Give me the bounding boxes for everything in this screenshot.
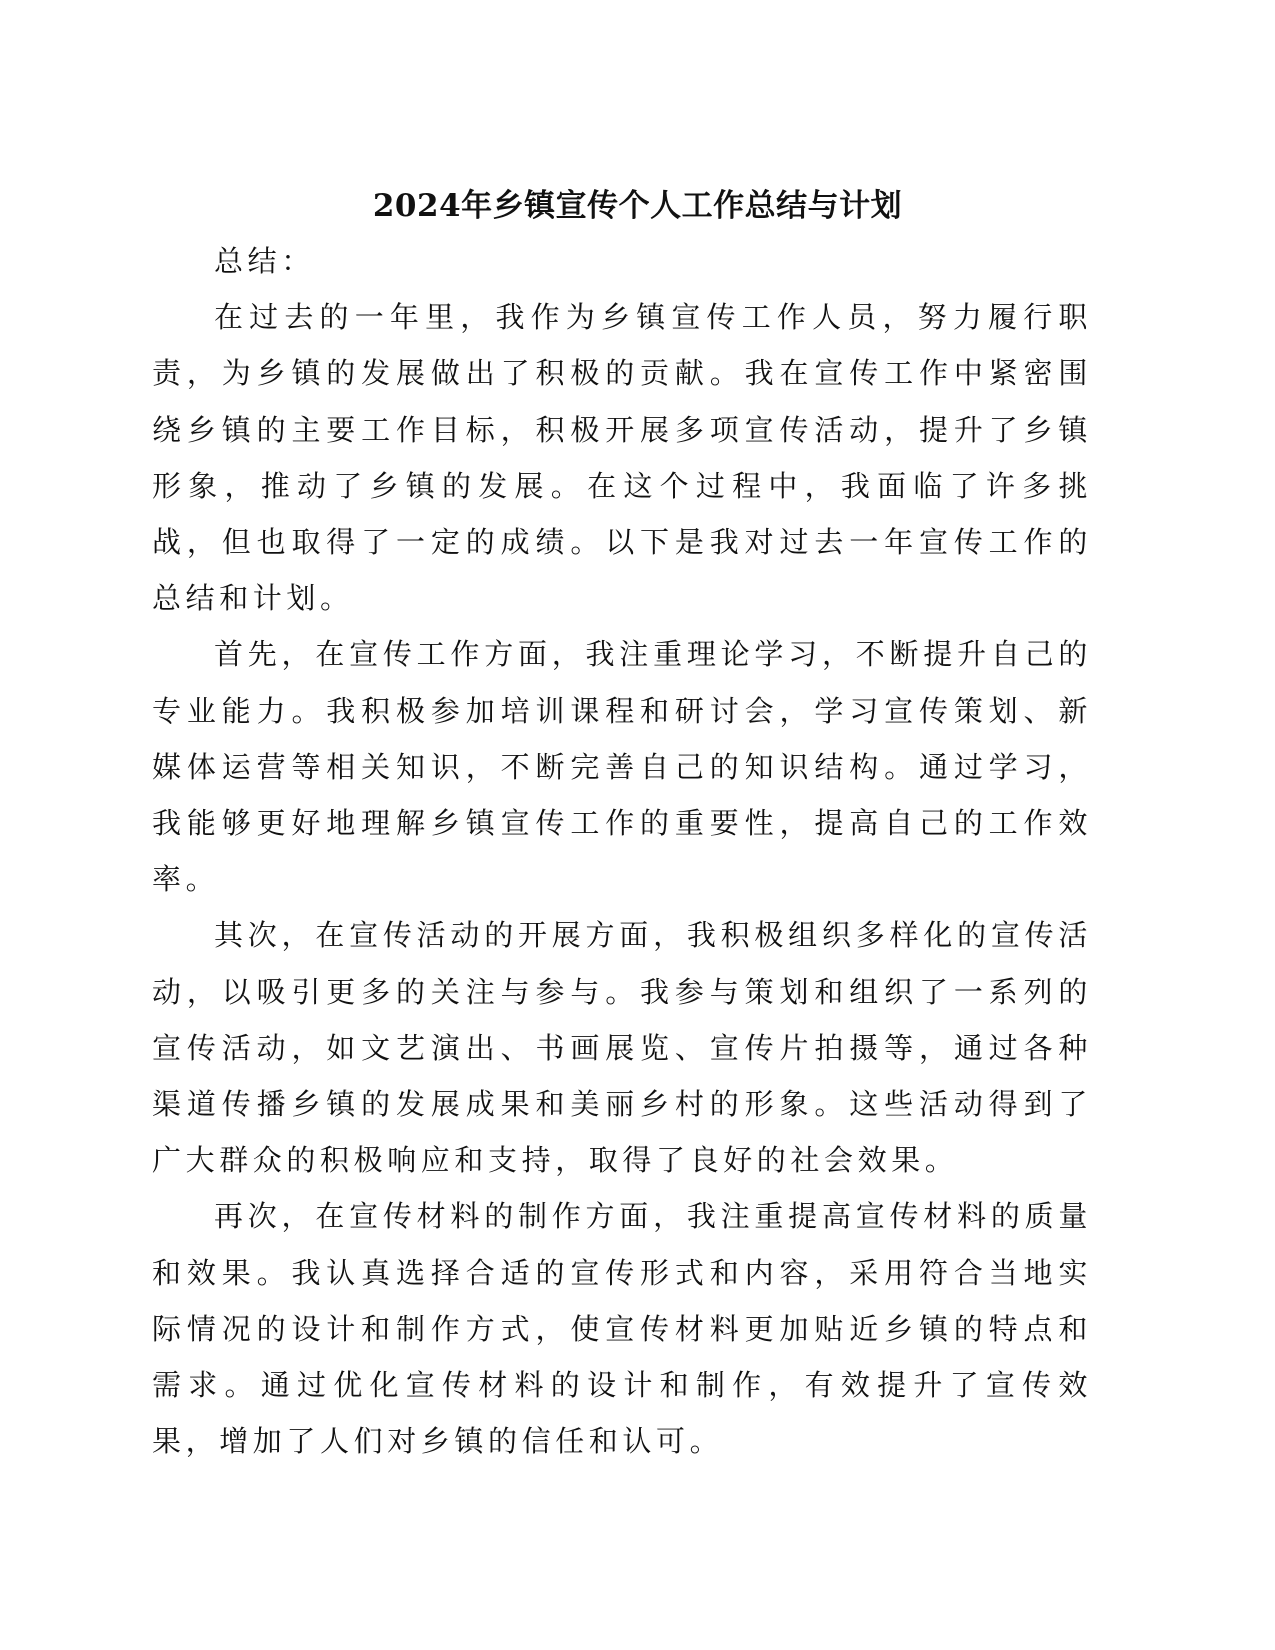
paragraph-third: 再次，在宣传材料的制作方面，我注重提高宣传材料的质量和效果。我认真选择合适的宣传形式和内容，采用符合当地实际情况的设计和制作方式，使宣传材料更加贴近乡镇的特点和需求。通过优化宣传材料的设计和制作，有效提升了宣传效果，增加了人们对乡镇的信任和认可。 bbox=[152, 1199, 1092, 1459]
section-label: 总结： bbox=[214, 244, 315, 278]
document-body bbox=[152, 233, 1092, 1469]
document-title: 2024年乡镇宣传个人工作总结与计划 bbox=[372, 188, 903, 224]
paragraph-first: 首先，在宣传工作方面，我注重理论学习，不断提升自己的专业能力。我积极参加培训课程和研讨会，学习宣传策划、新媒体运营等相关知识，不断完善自己的知识结构。通过学习，我能够更好地理解乡镇宣传工作的重要性，提高自己的工作效率。 bbox=[152, 637, 1092, 897]
paragraph-intro: 在过去的一年里，我作为乡镇宣传工作人员，努力履行职责，为乡镇的发展做出了积极的贡献。我在宣传工作中紧密围绕乡镇的主要工作目标，积极开展多项宣传活动，提升了乡镇形象，推动了乡镇的发展。在这个过程中，我面临了许多挑战，但也取得了一定的成绩。以下是我对过去一年宣传工作的总结和计划。 bbox=[152, 300, 1092, 616]
paragraph-second: 其次，在宣传活动的开展方面，我积极组织多样化的宣传活动，以吸引更多的关注与参与。我参与策划和组织了一系列的宣传活动，如文艺演出、书画展览、宣传片拍摄等，通过各种渠道传播乡镇的发展成果和美丽乡村的形象。这些活动得到了广大群众的积极响应和支持，取得了良好的社会效果。 bbox=[152, 918, 1092, 1178]
